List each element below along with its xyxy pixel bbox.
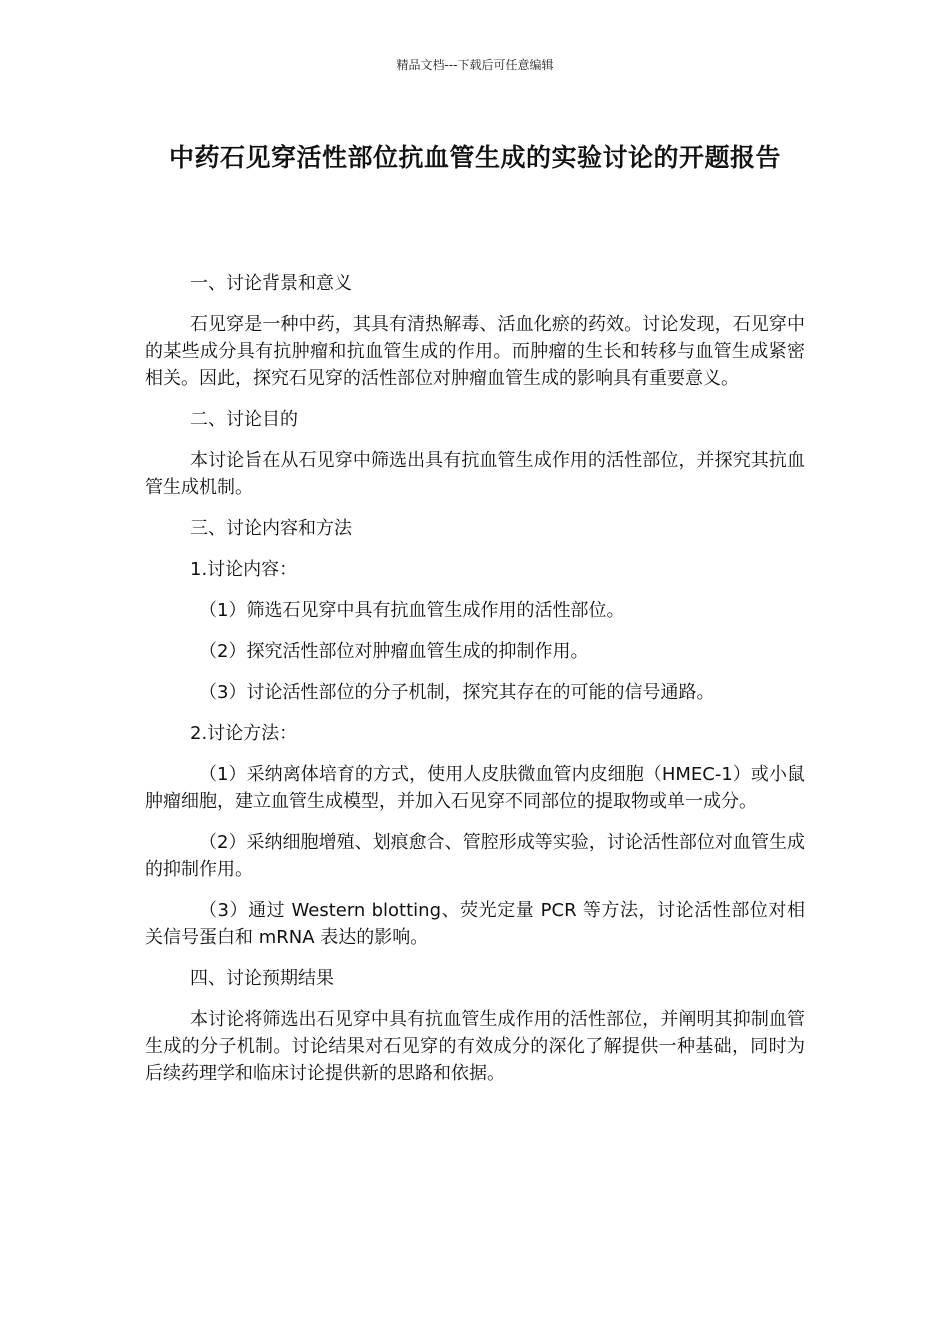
method-item: （3）通过 Western blotting、荧光定量 PCR 等方法，讨论活性部位对相关信号蛋白和 mRNA 表达的影响。	[145, 900, 805, 948]
section-heading-purpose: 二、讨论目的	[190, 409, 298, 430]
document-title: 中药石见穿活性部位抗血管生成的实验讨论的开题报告	[168, 143, 781, 172]
content-item: （3）讨论活性部位的分子机制，探究其存在的可能的信号通路。	[199, 682, 715, 703]
subheading-methods: 2.讨论方法：	[190, 723, 298, 744]
method-item: （1）采纳离体培育的方式，使用人皮肤微血管内皮细胞（HMEC-1）或小鼠肿瘤细胞，建立血管生成模型，并加入石见穿不同部位的提取物或单一成分。	[145, 764, 805, 812]
method-item: （2）采纳细胞增殖、划痕愈合、管腔形成等实验，讨论活性部位对血管生成的抑制作用。	[145, 832, 805, 880]
section-heading-expected-results: 四、讨论预期结果	[190, 968, 334, 989]
paragraph-purpose: 本讨论旨在从石见穿中筛选出具有抗血管生成作用的活性部位，并探究其抗血管生成机制。	[145, 450, 805, 498]
paragraph-background: 石见穿是一种中药，其具有清热解毒、活血化瘀的药效。讨论发现，石见穿中的某些成分具有抗肿瘤和抗血管生成的作用。而肿瘤的生长和转移与血管生成紧密相关。因此，探究石见穿的活性部位对肿瘤血管生成的影响具有重要意义。	[145, 314, 805, 389]
subheading-content: 1.讨论内容：	[190, 559, 298, 580]
content-item: （1）筛选石见穿中具有抗血管生成作用的活性部位。	[199, 600, 625, 621]
document-body	[145, 270, 805, 1101]
paragraph-expected-results: 本讨论将筛选出石见穿中具有抗血管生成作用的活性部位，并阐明其抑制血管生成的分子机制。讨论结果对石见穿的有效成分的深化了解提供一种基础，同时为后续药理学和临床讨论提供新的思路和依据。	[145, 1009, 805, 1084]
section-heading-background: 一、讨论背景和意义	[190, 273, 352, 294]
content-item: （2）探究活性部位对肿瘤血管生成的抑制作用。	[199, 641, 589, 662]
section-heading-content-methods: 三、讨论内容和方法	[190, 518, 352, 539]
page-header: 精品文档---下载后可任意编辑	[396, 58, 554, 72]
